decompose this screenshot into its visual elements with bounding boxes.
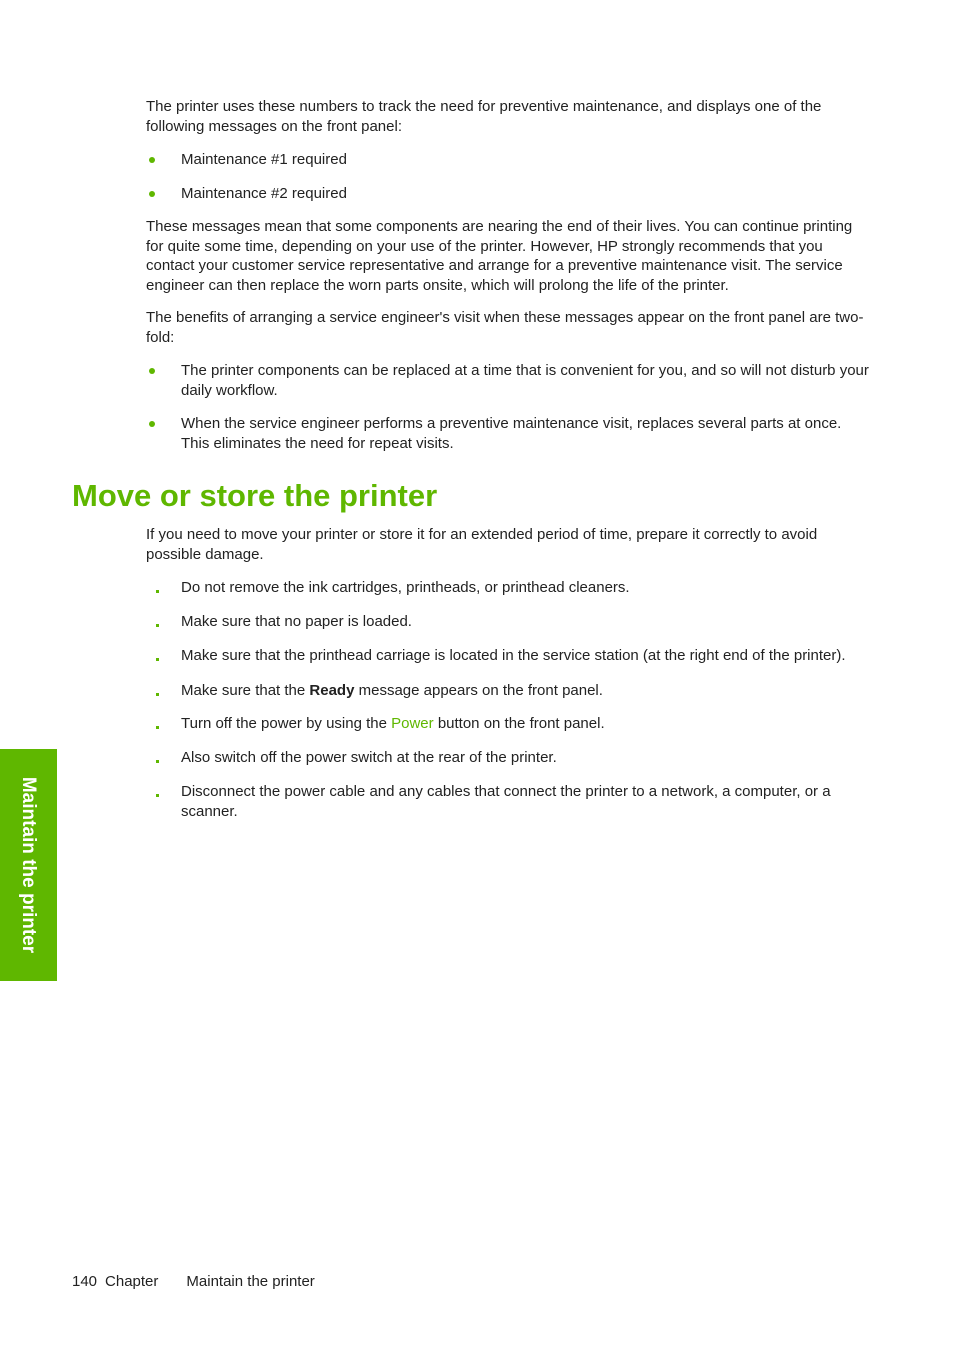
bullet-icon bbox=[149, 191, 155, 197]
section-heading: Move or store the printer bbox=[72, 478, 438, 513]
list-item: Make sure that the printhead carriage is located in the service station (at the right end of the printer). bbox=[146, 646, 871, 666]
bullet-icon bbox=[156, 726, 159, 729]
messages-explanation-paragraph: These messages mean that some components are nearing the end of their lives. You can continue printing for quite some time, depending on your use of the printer. However, HP strongly recommends that you contact your customer service representative and arrange for a preventive maintenance visit. The service engineer can then replace the worn parts onsite, which will prolong the life of the printer. bbox=[146, 218, 853, 294]
list-item: Make sure that no paper is loaded. bbox=[146, 612, 871, 632]
list-item: Disconnect the power cable and any cables that connect the printer to a network, a computer, or a scanner. bbox=[146, 782, 871, 821]
page-footer bbox=[72, 1272, 315, 1291]
bullet-icon bbox=[156, 590, 159, 593]
list-item: Also switch off the power switch at the rear of the printer. bbox=[146, 748, 871, 768]
bullet-icon bbox=[149, 421, 155, 427]
power-button-link[interactable]: Power bbox=[391, 715, 434, 732]
ready-message: Ready bbox=[309, 681, 355, 699]
benefits-intro-paragraph: The benefits of arranging a service engineer's visit when these messages appear on the front panel are two-fold: bbox=[146, 309, 864, 346]
list-item: Turn off the power by using the Power button on the front panel. bbox=[146, 714, 871, 734]
maintenance-message-list bbox=[146, 150, 871, 217]
bullet-icon bbox=[156, 624, 159, 627]
bullet-icon bbox=[156, 760, 159, 763]
side-tab-label: Maintain the printer bbox=[18, 776, 39, 954]
bullet-icon bbox=[149, 157, 155, 163]
intro-paragraph: The printer uses these numbers to track the need for preventive maintenance, and displays one of the following messages on the front panel: bbox=[146, 98, 822, 135]
list-item: Make sure that the Ready message appears on the front panel. bbox=[146, 681, 871, 701]
bullet-icon bbox=[156, 658, 159, 661]
list-item: Maintenance #1 required bbox=[146, 150, 871, 170]
benefits-list bbox=[146, 361, 871, 467]
preparation-steps-list bbox=[146, 578, 871, 835]
list-item: The printer components can be replaced at a time that is convenient for you, and so will not disturb your daily workflow. bbox=[146, 361, 871, 400]
page-number: 140 bbox=[72, 1273, 98, 1290]
list-item: Do not remove the ink cartridges, printheads, or printhead cleaners. bbox=[146, 578, 871, 598]
bullet-icon bbox=[156, 693, 159, 696]
chapter-side-tab bbox=[0, 749, 57, 981]
chapter-title: Maintain the printer bbox=[186, 1273, 315, 1290]
chapter-label: Chapter bbox=[105, 1273, 159, 1290]
bullet-icon bbox=[149, 368, 155, 374]
bullet-icon bbox=[156, 794, 159, 797]
list-item: When the service engineer performs a preventive maintenance visit, replaces several parts at once. This eliminates the need for repeat visits. bbox=[146, 414, 871, 453]
list-item: Maintenance #2 required bbox=[146, 184, 871, 204]
section-paragraph: If you need to move your printer or store it for an extended period of time, prepare it correctly to avoid possible damage. bbox=[146, 526, 818, 563]
